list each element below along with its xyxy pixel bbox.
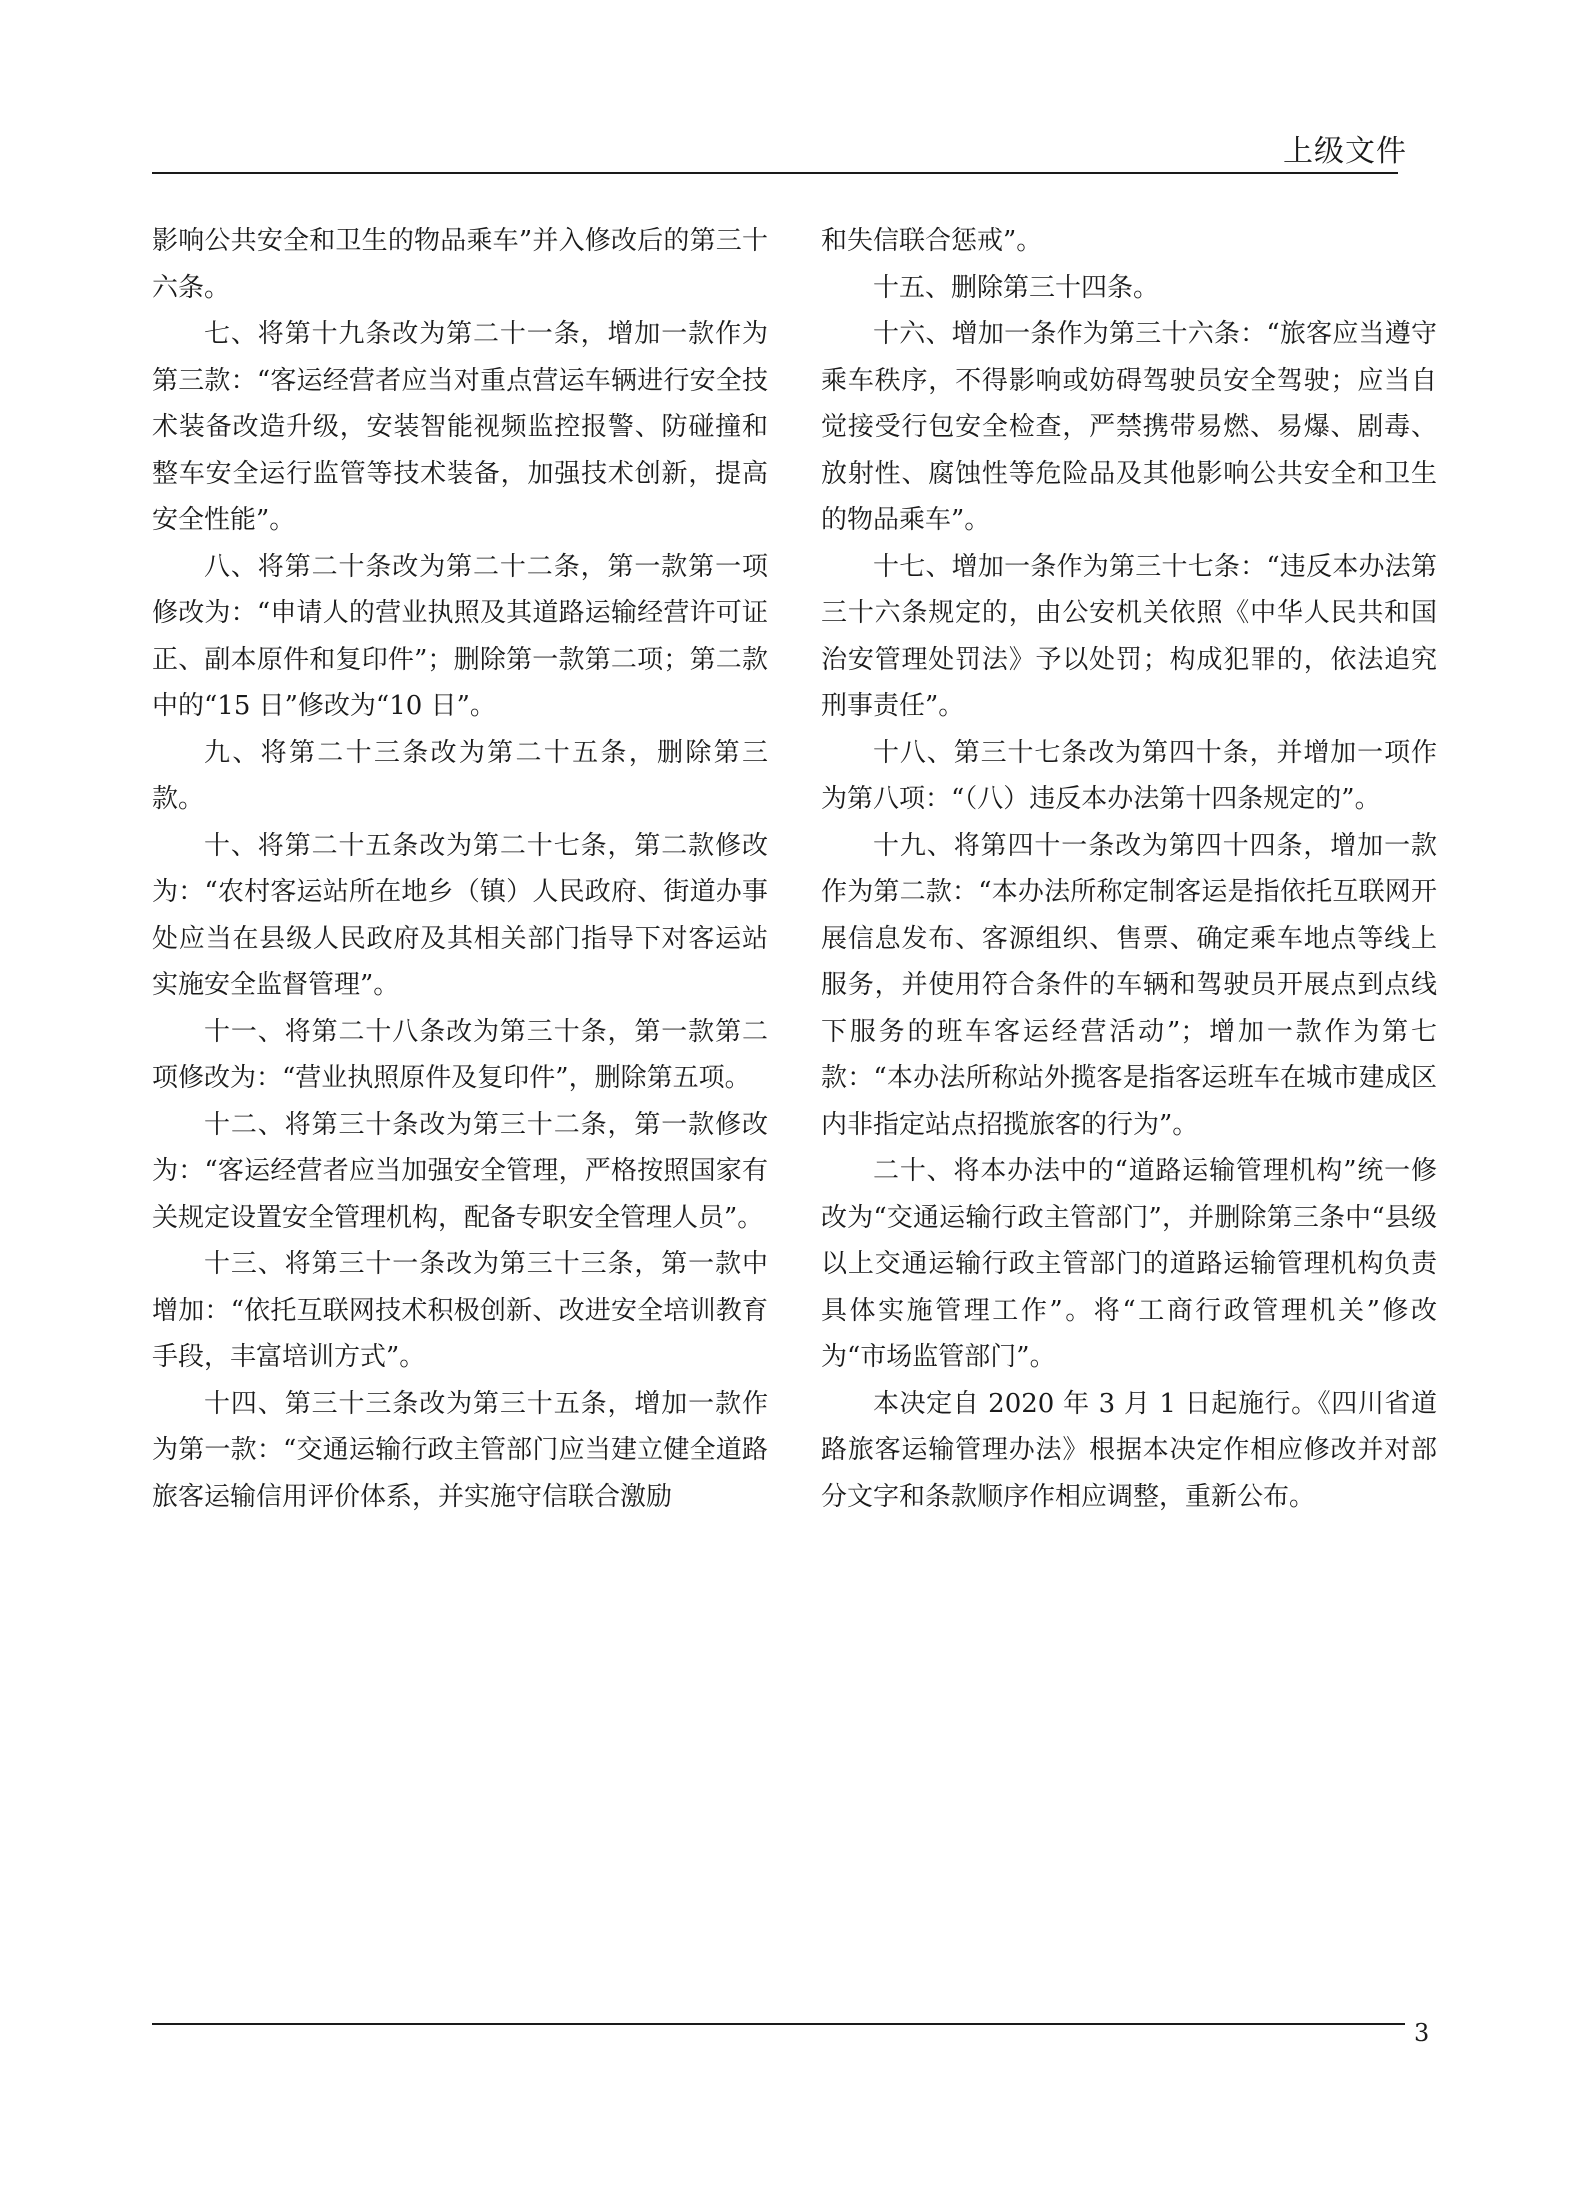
amendment-item-10: 十、将第二十五条改为第二十七条，第二款修改为：“农村客运站所在地乡（镇）人民政府、街道办事处应当在县级人民政府及其相关部门指导下对客运站实施安全监督管理”。	[152, 830, 768, 1000]
continued-paragraph: 和失信联合惩戒”。	[821, 226, 1043, 256]
left-text-column	[152, 218, 768, 1520]
footer-rule	[152, 2023, 1405, 2025]
amendment-item-20: 二十、将本办法中的“道路运输管理机构”统一修改为“交通运输行政主管部门”，并删除第三条中“县级以上交通运输行政主管部门的道路运输管理机构负责具体实施管理工作”。将“工商行政管理机关”修改为“市场监管部门”。	[821, 1156, 1437, 1372]
amendment-item-11: 十一、将第二十八条改为第三十条，第一款第二项修改为：“营业执照原件及复印件”，删除第五项。	[152, 1016, 768, 1093]
continued-paragraph: 影响公共安全和卫生的物品乘车”并入修改后的第三十六条。	[152, 226, 768, 303]
right-text-column	[821, 218, 1437, 1520]
amendment-item-18: 十八、第三十七条改为第四十条，并增加一项作为第八项：“（八）违反本办法第十四条规定的”。	[821, 737, 1437, 814]
amendment-item-19: 十九、将第四十一条改为第四十四条，增加一款作为第二款：“本办法所称定制客运是指依托互联网开展信息发布、客源组织、售票、确定乘车地点等线上服务，并使用符合条件的车辆和驾驶员开展点到点线下服务的班车客运经营活动”；增加一款作为第七款：“本办法所称站外揽客是指客运班车在城市建成区内非指定站点招揽旅客的行为”。	[821, 830, 1437, 1140]
header-rule	[152, 172, 1398, 174]
amendment-item-9: 九、将第二十三条改为第二十五条，删除第三款。	[152, 737, 768, 814]
amendment-item-8: 八、将第二十条改为第二十二条，第一款第一项修改为：“申请人的营业执照及其道路运输经营许可证正、副本原件和复印件”；删除第一款第二项；第二款中的“15 日”修改为“10 日”。	[152, 551, 768, 721]
effective-date-paragraph: 本决定自 2020 年 3 月 1 日起施行。《四川省道路旅客运输管理办法》根据本决定作相应修改并对部分文字和条款顺序作相应调整，重新公布。	[821, 1388, 1437, 1512]
amendment-item-15: 十五、删除第三十四条。	[873, 272, 1160, 303]
amendment-item-13: 十三、将第三十一条改为第三十三条，第一款中增加：“依托互联网技术积极创新、改进安全培训教育手段，丰富培训方式”。	[152, 1249, 768, 1372]
page-number: 3	[1414, 2019, 1430, 2047]
amendment-item-17: 十七、增加一条作为第三十七条：“违反本办法第三十六条规定的，由公安机关依照《中华人民共和国治安管理处罚法》予以处罚；构成犯罪的，依法追究刑事责任”。	[821, 551, 1437, 721]
running-header-section-title: 上级文件	[1283, 134, 1407, 169]
amendment-item-14: 十四、第三十三条改为第三十五条，增加一款作为第一款：“交通运输行政主管部门应当建立健全道路旅客运输信用评价体系，并实施守信联合激励	[152, 1388, 768, 1512]
amendment-item-7: 七、将第十九条改为第二十一条，增加一款作为第三款：“客运经营者应当对重点营运车辆进行安全技术装备改造升级，安装智能视频监控报警、防碰撞和整车安全运行监管等技术装备，加强技术创新，提高安全性能”。	[152, 319, 768, 535]
amendment-item-12: 十二、将第三十条改为第三十二条，第一款修改为：“客运经营者应当加强安全管理，严格按照国家有关规定设置安全管理机构，配备专职安全管理人员”。	[152, 1109, 768, 1233]
amendment-item-16: 十六、增加一条作为第三十六条：“旅客应当遵守乘车秩序，不得影响或妨碍驾驶员安全驾驶；应当自觉接受行包安全检查，严禁携带易燃、易爆、剧毒、放射性、腐蚀性等危险品及其他影响公共安全和卫生的物品乘车”。	[821, 319, 1437, 535]
